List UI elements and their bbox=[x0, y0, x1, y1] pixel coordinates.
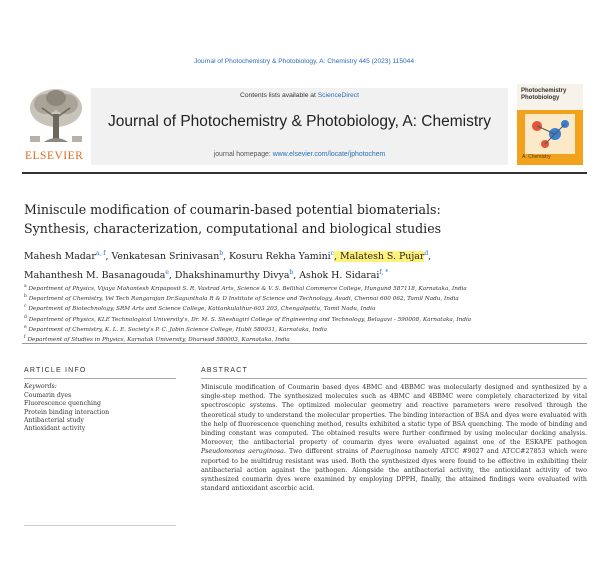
keyword[interactable]: Protein binding interaction bbox=[24, 408, 110, 416]
homepage-prefix: journal homepage: bbox=[213, 151, 273, 158]
publisher-name[interactable]: ELSEVIER bbox=[25, 150, 84, 162]
affiliation bbox=[24, 293, 589, 303]
author-list bbox=[24, 246, 589, 284]
author-affiliation-ref[interactable]: e bbox=[165, 269, 169, 277]
contents-prefix: Contents lists available at bbox=[240, 92, 318, 99]
author-affiliation-ref[interactable]: d bbox=[424, 250, 429, 257]
journal-cover-image[interactable] bbox=[517, 84, 583, 165]
keyword-list bbox=[24, 392, 109, 433]
affiliation-key: d bbox=[24, 314, 27, 320]
section-rule bbox=[22, 343, 587, 344]
abstract-species-name: P.aeruginosa bbox=[370, 448, 412, 456]
journal-citation[interactable]: Journal of Photochemistry & Photobiology, A: Chemistry 445 (2023) 115044 bbox=[193, 58, 415, 65]
cover-molecule-icon bbox=[525, 114, 575, 154]
abstract-part: Miniscule modification of Coumarin based dyes 4BMC and 4BBMC was molecularly designed and synthesized by a single-step method. The synthesized molecules such as 4BMC and 4BBMC were completely characterized by vital spectroscopic systems. The optimized molecular geometry and reactive parameters were resolved through the theoretical study to understand the molecular properties. The binding interaction of BSA and dyes were evaluated with the help of fluorescence quenching method, results exhibited a static type of BSA quenching. The mode of binding and binding constant was computed. The obtained results were further confirmed by using molecular docking analysis. Moreover, the antibacterial property of coumarin dyes were evaluated against one of the ESKAPE pathogen bbox=[201, 384, 587, 447]
abstract-heading: ABSTRACT bbox=[201, 367, 248, 374]
author-name[interactable]: Mahanthesh M. Basanagouda bbox=[24, 270, 166, 282]
keyword[interactable]: Coumarin dyes bbox=[24, 392, 72, 399]
cover-artwork bbox=[525, 114, 575, 154]
affiliation-text: Department of Chemistry, K. L. E. Society's P. C. Jabin Science College, Hubli 580031, Karnataka, India bbox=[28, 326, 328, 333]
keyword[interactable]: Antibacterial study bbox=[24, 416, 84, 424]
author-separator: , bbox=[293, 270, 300, 282]
keywords-label: Keywords: bbox=[24, 383, 57, 390]
sciencedirect-link[interactable]: ScienceDirect bbox=[317, 92, 359, 99]
cover-label: A: Chemistry bbox=[522, 154, 551, 160]
journal-homepage bbox=[91, 151, 508, 158]
affiliation bbox=[24, 283, 589, 293]
cover-title-line-2: Photobiology bbox=[521, 95, 560, 101]
author-separator: , bbox=[168, 270, 175, 282]
affiliation-list bbox=[24, 283, 589, 344]
author-affiliation-ref[interactable]: b bbox=[219, 250, 224, 257]
header-rule bbox=[22, 172, 587, 174]
author-separator: , bbox=[223, 251, 230, 263]
affiliation-text: Department of Biotechnology, SRM Arts and Science College, Kattankulathur-603 203, Chengalpattu, Tamil Nadu, India bbox=[28, 306, 376, 313]
author-affiliation-ref[interactable]: a, f bbox=[95, 250, 106, 257]
homepage-link[interactable]: www.elsevier.com/locate/jphotochem bbox=[272, 151, 386, 158]
abstract-rule bbox=[201, 378, 587, 379]
affiliation-text: Department of Chemistry, Vel Tech Rangarajan Dr.Sagunthala R & D Institute of Science and Technology, Avadi, Chennai 600 062, Tamil Nadu, India bbox=[28, 296, 459, 303]
affiliation-key: c bbox=[24, 304, 27, 310]
keyword[interactable]: Fluorescence quenching bbox=[24, 400, 101, 408]
article-info-rule bbox=[24, 378, 176, 379]
article-title-line-1: Miniscule modification of coumarin-based potential biomaterials: bbox=[24, 202, 441, 217]
affiliation bbox=[24, 324, 589, 334]
abstract-text bbox=[201, 383, 587, 493]
author[interactable] bbox=[175, 270, 293, 281]
author-name[interactable]: Ashok H. Sidarai bbox=[299, 270, 380, 282]
article-info-bottom-rule bbox=[24, 525, 176, 526]
abstract-part: . Two different strains of bbox=[283, 448, 371, 456]
affiliation-key: a bbox=[24, 284, 27, 289]
author-affiliation-ref[interactable]: c bbox=[330, 250, 335, 257]
cover-title-line-1: Photochemistry bbox=[521, 88, 567, 94]
affiliation-key: e bbox=[24, 324, 27, 330]
author-name[interactable]: Malatesh S. Pujar bbox=[340, 251, 425, 263]
affiliation-key: b bbox=[24, 294, 27, 300]
journal-title[interactable]: Journal of Photochemistry & Photobiology, A: Chemistry bbox=[107, 113, 492, 130]
author[interactable] bbox=[24, 251, 106, 262]
author-separator: , bbox=[105, 251, 112, 263]
contents-line bbox=[91, 92, 508, 99]
author-affiliation-ref[interactable]: f, * bbox=[379, 269, 389, 277]
author[interactable] bbox=[299, 270, 388, 281]
affiliation-text: Department of Physics, KLE Technological University's, Dr. M. S. Sheshagiri College of Engineering and Technology, Belagavi - 590008, Karnataka, India bbox=[28, 316, 472, 323]
affiliation bbox=[24, 314, 589, 324]
keyword[interactable]: Antioxidant activity bbox=[24, 425, 86, 433]
author[interactable] bbox=[229, 251, 334, 262]
abstract-species-name: Pseudomonas aeruginosa bbox=[201, 448, 284, 456]
abstract-part: namely ATCC #9027 and ATCC#27853 which were reported to be multidrug resistant was used. Both the synthesized dyes were found to be effective in exhibiting their antibacterial action against the pathogen. Alongside the antibacterial activity, the antioxidant activity of two synthesized coumarin dyes were examined by employing DPPH, finally, the attained findings were evaluated with standard antioxidant ascorbic acid. bbox=[201, 448, 587, 493]
affiliation-key: f bbox=[24, 334, 26, 340]
affiliation-text: Department of Studies in Physics, Karnatak University, Dharwad 580003, Karnataka, India bbox=[27, 336, 290, 343]
author-name[interactable]: Venkatesan Srinivasan bbox=[111, 251, 220, 263]
affiliation-text: Department of Physics, Vijaya Mahantesh Kripaposit S. R. Vastrad Arts, Science & V. S. Bellihal Commerce College, Hungund 587118, Karnataka, India bbox=[28, 285, 467, 292]
cover-title bbox=[521, 88, 566, 102]
author-name[interactable]: Mahesh Madar bbox=[24, 251, 96, 263]
article-info-heading: ARTICLE INFO bbox=[24, 367, 87, 374]
author[interactable] bbox=[24, 270, 169, 281]
article-title bbox=[24, 200, 584, 238]
article-title-line-2: Synthesis, characterization, computational and biological studies bbox=[24, 221, 442, 236]
author[interactable] bbox=[111, 251, 223, 262]
highlighted-author[interactable] bbox=[334, 251, 424, 262]
author-name[interactable]: Kosuru Rekha Yamini bbox=[229, 251, 331, 263]
author-separator: , bbox=[428, 251, 432, 263]
author-name[interactable]: Dhakshinamurthy Divya bbox=[174, 270, 290, 282]
author-separator: , bbox=[334, 251, 341, 263]
author-affiliation-ref[interactable]: b bbox=[289, 269, 294, 277]
affiliation bbox=[24, 303, 589, 313]
